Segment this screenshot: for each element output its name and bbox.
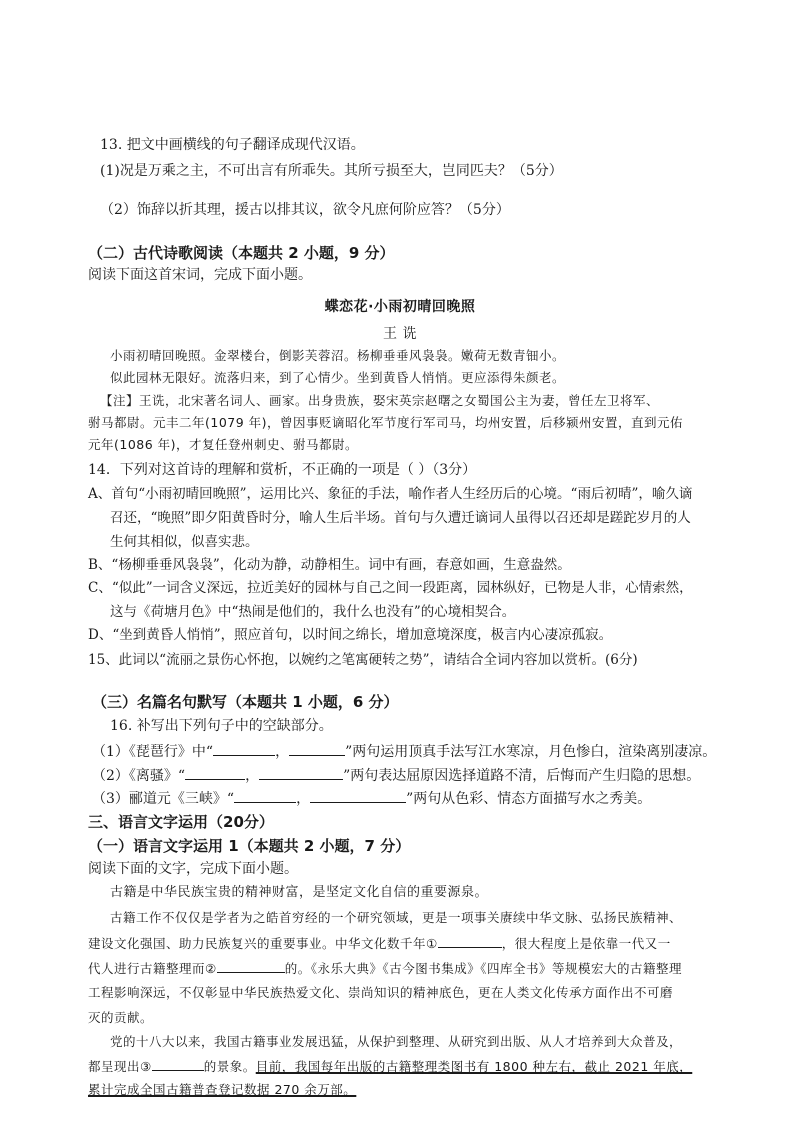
section-poetry-heading: （二）古代诗歌阅读（本题共 2 小题，9 分）: [88, 244, 395, 262]
q16-row-1-prefix: （1）《琵琶行》中“: [92, 744, 214, 760]
passage-p3-line-2-mid: 的景象。: [203, 1059, 256, 1074]
poem-note-line-3: 元年(1086 年)，才复任登州刺史、驸马都尉。: [88, 437, 359, 452]
q16-row-1: [92, 741, 716, 762]
passage-p1: 古籍是中华民族宝贵的精神财富，是坚定文化自信的重要源泉。: [110, 885, 489, 900]
passage-p3-line-3: [88, 1080, 356, 1100]
passage-p3-line-2: [88, 1056, 692, 1077]
q16-blank-2b[interactable]: [259, 765, 343, 780]
q14-option-a-line-1: A、首句“小雨初晴回晚照”，运用比兴、象征的手法，喻作者人生经历后的心境。“雨后初晴”，喻久谪: [88, 486, 693, 502]
q16-row-3-comma: ，: [296, 791, 311, 807]
q14-option-b: B、“杨柳垂垂风袅袅”，化动为静，动静相生。词中有画，春意如画，生意盎然。: [88, 557, 571, 573]
q16-row-2-comma: ，: [245, 768, 260, 784]
passage-blank-3[interactable]: [152, 1056, 204, 1071]
q16-row-3: [92, 788, 651, 809]
poem-note-line-2: 驸马都尉。元丰二年(1079 年)，曾因事贬谪昭化军节度行军司马，均州安置，后移颍州安置，直到元佑: [88, 415, 684, 430]
poem-line-2: 似此园林无限好。流落归来，到了心情少。坐到黄昏人悄悄。更应添得朱颜老。: [110, 370, 566, 385]
q13-title: 13. 把文中画横线的句子翻译成现代汉语。: [100, 137, 365, 153]
q16-row-1-comma: ，: [275, 744, 290, 760]
q16-row-2-prefix: （2）《离骚》“: [92, 768, 186, 784]
q14-stem: 14．下列对这首诗的理解和赏析，不正确的一项是（ ）（3分）: [88, 462, 477, 478]
passage-p2-line-3: [88, 958, 682, 979]
poem-note-line-1: 【注】王诜，北宋著名词人、画家。出身贵族，娶宋英宗赵曙之女蜀国公主为妻，曾任左卫将军、: [100, 393, 660, 408]
passage-underlined-sentence-part-1: 目前，我国每年出版的古籍整理类图书有 1800 种左右，截止 2021 年底，: [255, 1059, 693, 1074]
passage-p2-line-5: 灭的贡献。: [88, 1010, 154, 1025]
q16-blank-1a[interactable]: [213, 741, 275, 756]
q16-blank-3b[interactable]: [310, 788, 406, 803]
part-language-intro: 阅读下面的文字，完成下面小题。: [88, 861, 298, 877]
q14-option-a-line-3: 生何其相似，似喜实悲。: [110, 534, 259, 550]
passage-p2-line-2: [88, 933, 671, 954]
passage-p2-line-2-prefix: 建设文化强国、助力民族复兴的重要事业。中华文化数千年①: [88, 936, 438, 951]
q16-blank-2a[interactable]: [185, 765, 245, 780]
passage-p2-line-3-prefix: 代人进行古籍整理而②: [88, 961, 217, 976]
q14-option-a-line-2: 召还，“晚照”即夕阳黄昏时分，喻人生后半场。首句与久遭迁谪词人虽得以召还却是蹉跎岁月的人: [110, 510, 691, 526]
passage-p3-line-1: 党的十八大以来，我国古籍事业发展迅猛，从保护到整理、从研究到出版、从人才培养到大众普及，: [110, 1034, 683, 1049]
part-language-heading: 三、语言文字运用（20分）: [88, 813, 274, 831]
passage-p3-line-2-prefix: 都呈现出③: [88, 1059, 152, 1074]
part-language-sub-heading: （一）语言文字运用 1（本题共 2 小题，7 分）: [88, 837, 411, 855]
passage-p2-line-1: 古籍工作不仅仅是学者为之皓首穷经的一个研究领域，更是一项事关赓续中华文脉、弘扬民族精神、: [110, 910, 683, 925]
passage-p2-line-2-suffix: ，很大程度上是依靠一代又一: [501, 936, 671, 951]
passage-p2-line-3-suffix: 的。《永乐大典》《古今图书集成》《四库全书》等规模宏大的古籍整理: [284, 961, 682, 976]
passage-p2-line-4: 工程影响深远，不仅彰显中华民族热爱文化、崇尚知识的精神底色，更在人类文化传承方面作出不可磨: [88, 985, 674, 1000]
q16-row-3-prefix: （3）郦道元《三峡》“: [92, 791, 235, 807]
q14-option-c-line-1: C、“似此”一词含义深远，拉近美好的园林与自己之间一段距离，园林纵好，已物是人非，心情索然，: [88, 580, 693, 596]
poem-author: 王 诜: [383, 326, 417, 342]
section-poetry-intro: 阅读下面这首宋词，完成下面小题。: [88, 267, 312, 283]
q16-instruction: 16. 补写出下列句子中的空缺部分。: [110, 718, 333, 734]
poem-line-1: 小雨初晴回晚照。金翠楼台，倒影芙蓉沼。杨柳垂垂风袅袅。嫩荷无数青钿小。: [110, 348, 566, 363]
q14-option-d: D、“坐到黄昏人悄悄”，照应首句，以时间之绵长，增加意境深度，极言内心凄凉孤寂。: [88, 627, 613, 643]
q16-row-2-suffix: ”两句表达屈原因选择道路不清，后悔而产生归隐的思想。: [343, 768, 701, 784]
q16-row-3-suffix: ”两句从色彩、情态方面描写水之秀美。: [406, 791, 652, 807]
passage-blank-2[interactable]: [217, 958, 285, 973]
q16-blank-3a[interactable]: [234, 788, 296, 803]
q14-option-c-line-2: 这与《荷塘月色》中“热闹是他们的，我什么也没有”的心境相契合。: [110, 604, 516, 620]
q16-blank-1b[interactable]: [289, 741, 345, 756]
q13-sentence-1: (1)况是万乘之主，不可出言有所乖失。其所亏损至大，岂同匹夫？（5分）: [100, 163, 563, 179]
q16-row-2: [92, 765, 700, 786]
poem-title: 蝶恋花·小雨初晴回晚照: [324, 299, 476, 315]
q15-text: 15、此词以“流丽之景伤心怀抱，以婉约之笔寓硬转之势”，请结合全词内容加以赏析。(6分): [88, 652, 638, 668]
q13-sentence-2: （2）饰辞以折其理，援古以排其议，欲令凡庶何阶应答？（5分）: [100, 202, 510, 218]
section-dictation-heading: （三）名篇名句默写（本题共 1 小题，6 分）: [92, 693, 399, 711]
passage-underlined-sentence-part-2: 累计完成全国古籍普查登记数据 270 余万部。: [88, 1082, 357, 1097]
passage-blank-1[interactable]: [438, 933, 502, 948]
q16-row-1-suffix: ”两句运用顶真手法写江水寒凉，月色惨白，渲染离别凄凉。: [345, 744, 717, 760]
